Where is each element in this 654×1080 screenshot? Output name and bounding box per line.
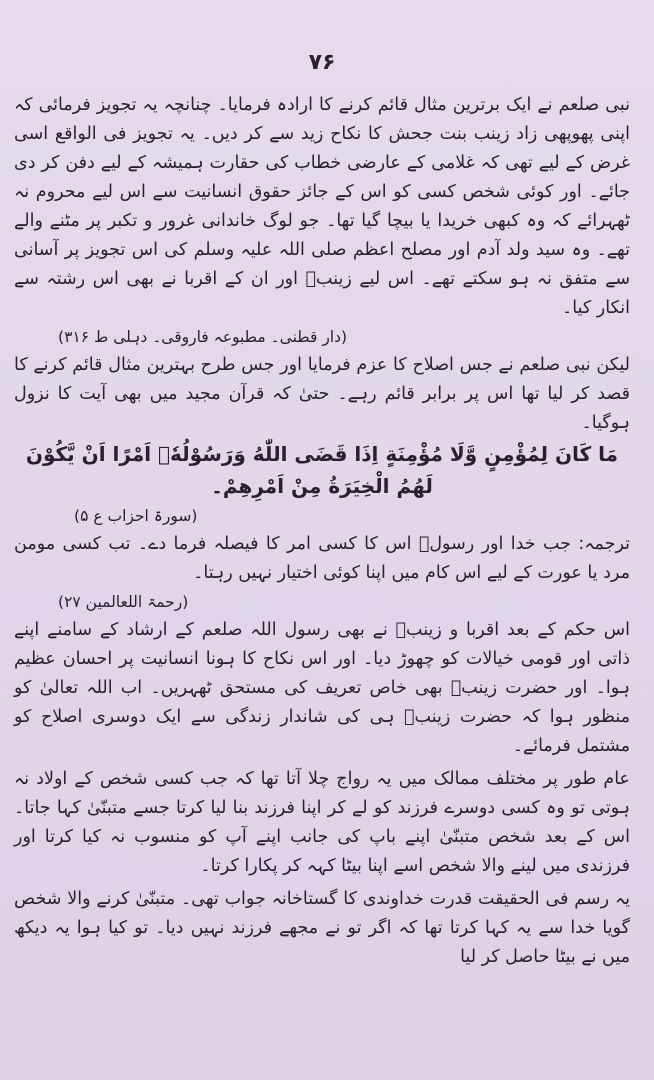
paragraph-4: عام طور پر مختلف ممالک میں یہ رواج چلا آتا تھا کہ جب کسی شخص کے اولاد نہ ہوتی تو وہ کسی دوسرے فرزند کو لے کر اپنا فرزند بنا لیا کرتا جسے متبنّیٰ کہا جاتا۔ اس کے بعد شخص متبنّیٰ اپنے باپ کی جانب اپنے آپ کو منسوب نہ کیا کرتا اور فرزندی میں لینے والا شخص اسے اپنا بیٹا کہہ کر پکارا کرتا۔ <box>14 769 630 876</box>
verse-reference: (سورۃ احزاب ع ۵) <box>74 507 198 525</box>
page-body <box>14 91 630 972</box>
quran-verse-line-2: لَهُمُ الْخِيَرَةُ مِنْ اَمْرِهِمْ۔ <box>211 474 433 498</box>
translation-paragraph: ترجمہ: جب خدا اور رسولؐ اس کا کسی امر کا فیصلہ فرما دے۔ تب کسی مومن مرد یا عورت کے لیے اس کام میں اپنا کوئی اختیار نہیں رہتا۔ <box>14 534 630 583</box>
quran-verse-line-1: مَا کَانَ لِمُؤْمِنٍ وَّلَا مُؤْمِنَةٍ اِذَا قَضَى اللّٰهُ وَرَسُوْلُهٗۤ اَمْرًا اَنْ يَّكُوْنَ <box>25 442 619 466</box>
paragraph-2: لیکن نبی صلعم نے جس اصلاح کا عزم فرمایا اور جس طرح بہترین مثال قائم کرنے کا قصد کر لیا تھا اس پر برابر قائم رہے۔ حتیٰ کہ قرآن مجید میں بھی آیت کا نزول ہوگیا۔ <box>14 355 630 433</box>
translation-reference: (رحمۃ اللعالمین ۲۷) <box>58 593 189 611</box>
paragraph-3: اس حکم کے بعد اقربا و زینبؓ نے بھی رسول اللہ صلعم کے ارشاد کے سامنے اپنے ذاتی اور قومی خیالات کو چھوڑ دیا۔ اور اس نکاح کا ہونا انسانیت پر احسان عظیم ہوا۔ اور حضرت زینبؓ بھی خاص تعریف کی مستحق ٹھہریں۔ اب اللہ تعالیٰ کو منظور ہوا کہ حضرت زینبؓ ہی کی شاندار زندگی سے ایک دوسری اصلاح کو مشتمل فرمائے۔ <box>14 620 630 756</box>
page-number: ۷۶ <box>308 50 336 75</box>
citation-daraqutni: (دار قطنی۔ مطبوعہ فاروقی۔ دہلی ط ۳۱۶) <box>58 328 348 346</box>
paragraph-1: نبی صلعم نے ایک برترین مثال قائم کرنے کا ارادہ فرمایا۔ چنانچہ یہ تجویز فرمائی کہ اپنی پھوپھی زاد زینب بنت جحش کا نکاح زید سے کر دیں۔ یہ تجویز فی الواقع اسی غرض کے لیے تھی کہ غلامی کے عارضی خطاب کی حقارت ہمیشہ کے لیے دفن کر دی جائے۔ اور کوئی شخص کسی کو اس کے جائز حقوق انسانیت سے اس لیے محروم نہ ٹھہرائے کہ وہ کبھی خریدا یا بیچا گیا تھا۔ جو لوگ خاندانی غرور و تکبر پر مٹنے والے تھے۔ وہ سید ولد آدم اور مصلح اعظم صلی اللہ علیہ وسلم کی اس تجویز پر آسانی سے متفق نہ ہو سکتے تھے۔ اس لیے زینبؓ اور ان کے اقربا نے بھی اس رشتہ سے انکار کیا۔ <box>14 95 630 318</box>
paragraph-5: یہ رسم فی الحقیقت قدرت خداوندی کا گستاخانہ جواب تھی۔ متبنّیٰ کرنے والا شخص گویا خدا سے یہ کہا کرتا تھا کہ اگر تو نے مجھے فرزند نہیں دیا۔ تو کیا ہوا یہ دیکھ میں نے بیٹا حاصل کر لیا <box>14 889 630 967</box>
